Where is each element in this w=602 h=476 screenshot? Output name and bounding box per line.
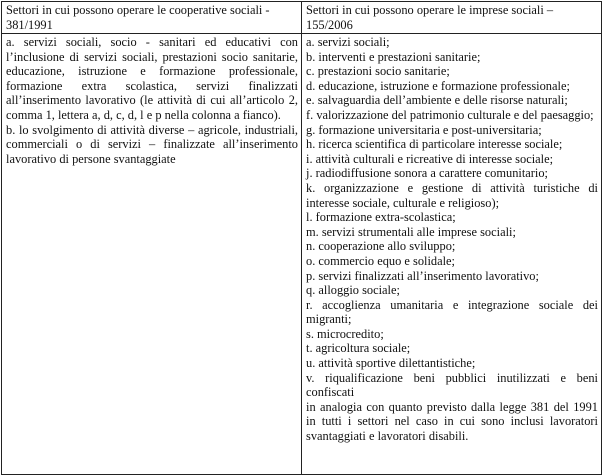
list-item: o. commercio equo e solidale; bbox=[306, 253, 455, 268]
list-item: p. servizi finalizzati all’inserimento lavorativo; bbox=[306, 268, 539, 283]
header-imprese-sociali: Settori in cui possono operare le imprese sociali – 155/2006 bbox=[302, 2, 602, 34]
list-item: b. interventi e prestazioni sanitarie; bbox=[306, 49, 481, 64]
cell-imprese-sociali bbox=[302, 34, 602, 475]
list-item: f. valorizzazione del patrimonio culturale e del paesaggio; bbox=[306, 107, 594, 122]
document-page bbox=[1, 1, 601, 475]
list-item: g. formazione universitaria e post-universitaria; bbox=[306, 122, 542, 137]
list-item: a. servizi sociali, socio - sanitari ed educativi con l’inclusione di servizi sociali, prestazioni socio sanitarie, educazione, istruzione e formazione professionale, formazione extra scolastica, servizi finalizzati all’inserimento lavorativo (le attività di cui all’articolo 2, comma 1, lettera a, d, c, d, l e p nella colonna a fianco). bbox=[6, 35, 298, 122]
list-item: a. servizi sociali; bbox=[306, 35, 390, 49]
list-item: s. microcredito; bbox=[306, 326, 384, 341]
closing-note: in analogia con quanto previsto dalla legge 381 del 1991 in tutti i settori nel caso in cui sono inclusi lavoratori svantaggiati e lavoratori disabili. bbox=[306, 399, 598, 444]
table-header-row bbox=[2, 2, 602, 34]
list-item: d. educazione, istruzione e formazione professionale; bbox=[306, 78, 570, 93]
list-item: c. prestazioni socio sanitarie; bbox=[306, 64, 450, 79]
list-item: i. attività culturali e ricreative di interesse sociale; bbox=[306, 151, 554, 166]
list-item: v. riqualificazione beni pubblici inutilizzati e beni confiscati bbox=[306, 370, 598, 400]
comparison-table bbox=[1, 1, 602, 475]
list-item: h. ricerca scientifica di particolare interesse sociale; bbox=[306, 137, 563, 152]
list-item: n. cooperazione allo sviluppo; bbox=[306, 239, 456, 254]
list-item: r. accoglienza umanitaria e integrazione sociale dei migranti; bbox=[306, 297, 598, 327]
list-item: u. attività sportive dilettantistiche; bbox=[306, 356, 476, 371]
list-item: l. formazione extra-scolastica; bbox=[306, 210, 456, 225]
list-item: k. organizzazione e gestione di attività turistiche di interesse sociale, culturale e religioso); bbox=[306, 180, 598, 210]
header-cooperative-sociali: Settori in cui possono operare le cooperative sociali - 381/1991 bbox=[2, 2, 302, 34]
list-item: e. salvaguardia dell’ambiente e delle risorse naturali; bbox=[306, 93, 568, 108]
list-item: j. radiodiffusione sonora a carattere comunitario; bbox=[306, 166, 548, 181]
list-item: t. agricoltura sociale; bbox=[306, 341, 411, 356]
list-item: b. lo svolgimento di attività diverse – agricole, industriali, commerciali o di servizi – finalizzate all’inserimento lavorativo di persone svantaggiate bbox=[6, 122, 298, 166]
list-item: m. servizi strumentali alle imprese sociali; bbox=[306, 224, 516, 239]
list-item: q. alloggio sociale; bbox=[306, 283, 400, 298]
table-body-row bbox=[2, 34, 602, 475]
cell-cooperative-sociali bbox=[2, 34, 302, 475]
